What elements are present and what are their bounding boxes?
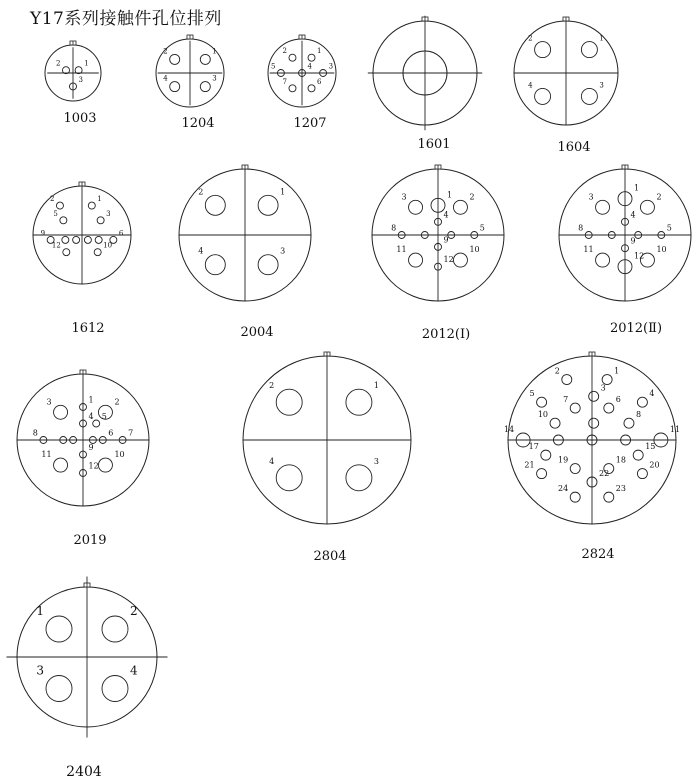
contact-hole-2 (289, 54, 296, 61)
contact-number: 1 (317, 47, 322, 56)
contact-number: 4 (307, 62, 312, 71)
contact-number: 14 (503, 425, 515, 434)
contact-number: 10 (114, 450, 125, 460)
contact-hole-3 (200, 82, 210, 92)
contact-number: 6 (615, 395, 621, 405)
contact-number: 18 (615, 455, 626, 465)
contact-number: 1 (373, 381, 380, 391)
contact-hole-3 (581, 88, 597, 104)
contact-number: 1 (97, 195, 102, 204)
contact-number: 1 (614, 366, 620, 376)
contact-hole-5 (60, 217, 67, 224)
connector-2804 (243, 352, 411, 564)
contact-hole-23 (604, 492, 614, 502)
contact-hole (84, 236, 91, 243)
contact-number: 4 (443, 210, 449, 220)
connector-1601 (368, 16, 482, 152)
contact-hole-4 (205, 255, 225, 275)
contact-number: 12 (88, 461, 99, 471)
contact-hole-2 (170, 54, 180, 64)
contact-hole-21 (537, 469, 547, 479)
contact-hole-4 (535, 88, 551, 104)
contact-number: 12 (51, 241, 61, 250)
contact-number: 3 (373, 456, 380, 466)
contact-number: 4 (130, 663, 138, 678)
contact-hole-2 (102, 616, 128, 642)
contact-number: 4 (163, 74, 168, 83)
contact-hole-6 (604, 403, 614, 413)
contact-number: 12 (443, 255, 454, 265)
contact-number: 2 (554, 366, 560, 376)
contact-number: 9 (443, 235, 449, 245)
contact-hole-24 (570, 492, 580, 502)
contact-number: 9 (40, 229, 46, 238)
contact-hole-2 (56, 202, 63, 209)
contact-hole-2 (535, 42, 551, 58)
contact-number: 3 (280, 246, 286, 256)
contact-number: 1 (280, 187, 286, 197)
contact-number: 3 (46, 397, 52, 407)
contact-hole-1 (88, 202, 95, 209)
contact-hole-3 (589, 391, 599, 401)
contact-number: 3 (588, 192, 594, 202)
contact-number: 1 (599, 34, 604, 43)
contact-number: 3 (600, 383, 606, 393)
contact-number: 3 (328, 62, 334, 71)
contact-hole-2 (640, 200, 654, 214)
contact-number: 11 (583, 245, 594, 255)
contact-number: 7 (282, 77, 287, 86)
connector-code-label: 1604 (557, 140, 591, 155)
contact-hole-4 (102, 676, 128, 702)
contact-hole-3 (258, 255, 278, 275)
contact-hole-1 (258, 195, 278, 215)
contact-hole-1 (346, 389, 372, 415)
contact-number: 7 (128, 428, 134, 438)
contact-number: 3 (36, 663, 44, 678)
contact-number: 4 (630, 210, 636, 220)
contact-number: 10 (103, 241, 113, 250)
contact-hole-6 (308, 85, 315, 92)
contact-number: 4 (649, 389, 655, 399)
contact-number: 8 (578, 223, 584, 233)
contact-number: 1 (447, 190, 453, 200)
connector-1612 (33, 182, 131, 336)
contact-number: 2 (163, 47, 168, 56)
contact-hole-5 (93, 420, 100, 427)
contact-number: 5 (53, 209, 58, 218)
contact-number: 2 (469, 192, 475, 202)
contact-number: 2 (130, 604, 138, 618)
contact-number: 5 (479, 223, 485, 233)
contact-number: 9 (630, 236, 636, 246)
contact-number: 1 (88, 395, 94, 405)
contact-hole-1 (46, 616, 72, 642)
contact-number: 1 (212, 47, 217, 56)
connector-2004 (179, 165, 311, 340)
contact-hole-8 (624, 418, 634, 428)
contact-hole-7 (570, 403, 580, 413)
contact-number: 1 (36, 604, 44, 618)
contact-number: 3 (212, 74, 217, 83)
connector-1604 (514, 17, 618, 155)
contact-number: 19 (558, 455, 569, 465)
connector-2824 (504, 352, 680, 562)
contact-number: 4 (198, 246, 204, 256)
contact-hole-19 (570, 464, 580, 474)
contact-hole-11 (54, 458, 68, 472)
contact-number: 21 (524, 460, 535, 470)
contact-hole-17 (541, 450, 551, 460)
contact-hole-20 (637, 469, 647, 479)
contact-number: 9 (88, 443, 94, 453)
contact-number: 2 (282, 47, 287, 56)
connector-code-label: 1601 (417, 137, 451, 152)
contact-hole-12 (63, 249, 70, 256)
contact-number: 5 (666, 223, 672, 233)
connector-code-label: 1612 (71, 321, 105, 336)
contact-number: 10 (656, 245, 667, 255)
contact-hole-1 (200, 54, 210, 64)
contact-hole-10 (453, 253, 467, 267)
connector-code-label: 2004 (240, 325, 274, 340)
contact-number: 5 (270, 62, 276, 71)
contact-hole (589, 418, 599, 428)
contact-number: 3 (78, 75, 83, 84)
contact-number: 12 (634, 251, 645, 261)
contact-hole-2 (205, 195, 225, 215)
contact-hole-11 (596, 253, 610, 267)
contact-hole-3 (46, 676, 72, 702)
contact-number: 2 (656, 192, 662, 202)
contact-hole-5 (537, 397, 547, 407)
connector-code-label: 2824 (581, 547, 615, 562)
contact-number: 3 (401, 192, 407, 202)
contact-number: 11 (41, 450, 52, 460)
contact-number: 4 (528, 81, 533, 90)
contact-number: 11 (669, 425, 681, 434)
contact-hole-1 (581, 42, 597, 58)
contact-number: 2 (198, 187, 204, 197)
connector-code-label: 2404 (66, 764, 102, 780)
contact-hole-7 (289, 85, 296, 92)
contact-number: 6 (317, 77, 322, 86)
contact-number: 10 (537, 410, 549, 420)
contact-number: 3 (599, 81, 604, 90)
contact-number: 17 (528, 442, 539, 452)
connector-code-label: 1207 (293, 116, 327, 131)
contact-hole-2 (276, 389, 302, 415)
connector-code-label: 2019 (73, 533, 107, 548)
contact-number: 2 (114, 397, 120, 407)
connector-1204 (156, 35, 224, 131)
contact-hole-3 (54, 405, 68, 419)
contact-number: 2 (528, 34, 533, 43)
connector-1207 (268, 35, 336, 131)
connector-code-label: 2804 (313, 549, 347, 564)
contact-number: 2 (49, 195, 55, 204)
contact-number: 8 (391, 223, 397, 233)
contact-number: 1 (634, 183, 640, 193)
contact-number: 23 (615, 484, 626, 494)
contact-number: 6 (118, 229, 124, 238)
contact-number: 11 (396, 245, 407, 255)
contact-hole-11 (409, 253, 423, 267)
contact-hole-2 (562, 375, 572, 385)
contact-hole-3 (97, 217, 104, 224)
connector-2012 (559, 165, 691, 336)
contact-hole-4 (637, 397, 647, 407)
connector-2019 (17, 370, 149, 548)
contact-hole-15 (633, 450, 643, 460)
contact-number: 10 (469, 245, 480, 255)
contact-number: 6 (108, 428, 114, 438)
contact-hole-3 (346, 465, 372, 491)
contact-hole-10 (98, 458, 112, 472)
connector-code-label: 2012(Ⅰ) (421, 327, 471, 342)
page-title: Y17系列接触件孔位排列 (30, 9, 222, 29)
connector-code-label: 2012(Ⅱ) (609, 321, 663, 336)
contact-number: 8 (635, 410, 642, 420)
contact-hole-3 (596, 200, 610, 214)
contact-number: 2 (56, 59, 61, 68)
contact-number: 8 (32, 428, 38, 438)
contact-number: 20 (649, 460, 660, 470)
contact-hole-2 (453, 200, 467, 214)
contact-number: 7 (563, 395, 569, 405)
connector-code-label: 1204 (181, 116, 215, 131)
connector-2012 (372, 165, 504, 342)
contact-number: 1 (84, 59, 89, 68)
contact-hole-3 (409, 200, 423, 214)
contact-hole-1 (308, 54, 315, 61)
contact-hole-4 (276, 465, 302, 491)
contact-number: 24 (558, 484, 569, 494)
connector-code-label: 1003 (63, 111, 97, 126)
contact-number: 3 (106, 209, 111, 218)
contact-hole (95, 236, 102, 243)
contact-hole (62, 236, 69, 243)
contact-hole-10 (550, 418, 560, 428)
contact-number: 2 (269, 381, 275, 391)
connector-1003 (45, 41, 101, 126)
contact-hole (73, 236, 80, 243)
contact-number: 15 (645, 442, 656, 452)
contact-number: 4 (88, 412, 94, 421)
contact-number: 5 (101, 412, 107, 421)
contact-number: 22 (599, 469, 610, 478)
contact-number: 4 (269, 456, 275, 466)
contact-number: 5 (529, 389, 535, 399)
connector-2404 (7, 577, 168, 781)
contact-hole-4 (170, 82, 180, 92)
contact-hole-10 (94, 249, 101, 256)
